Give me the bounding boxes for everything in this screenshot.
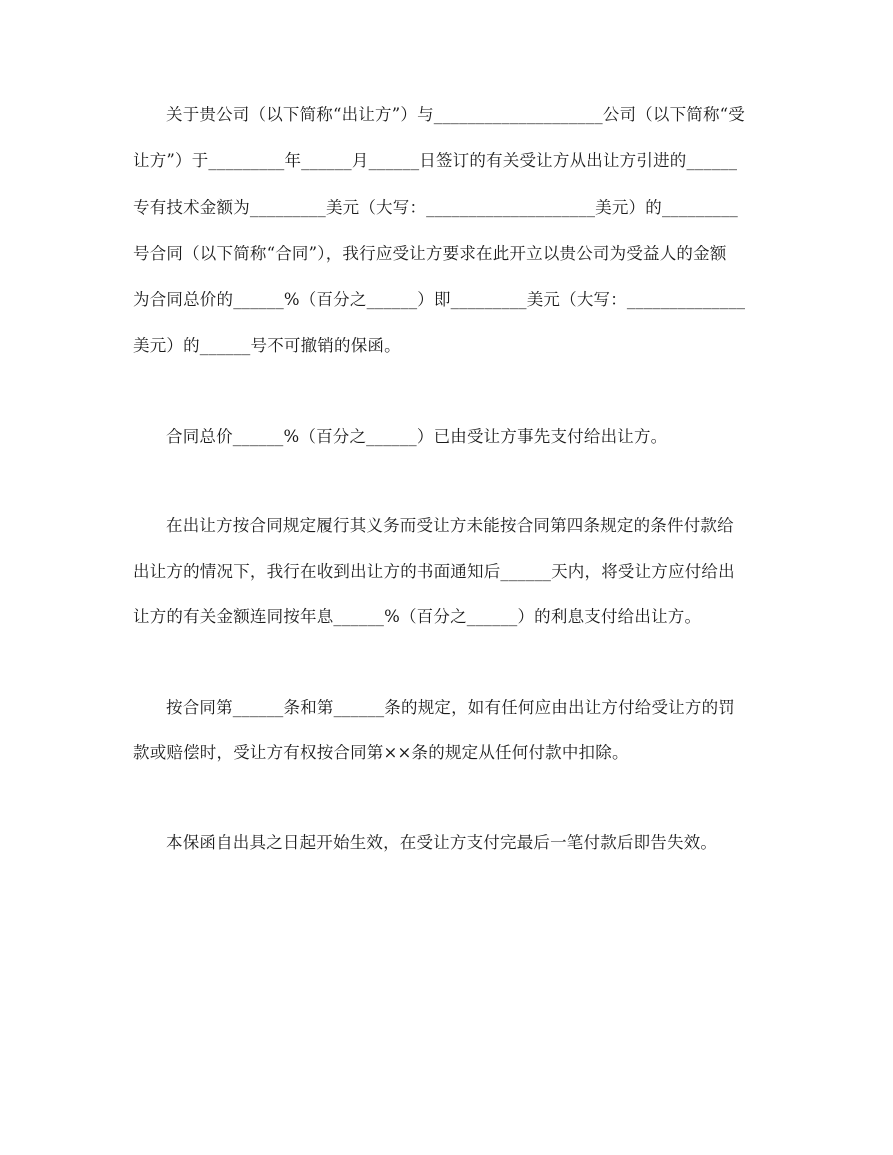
- text-line: 让方的有关金额连同按年息______%（百分之______）的利息支付给出让方。: [133, 607, 702, 626]
- text-line: 让方”）于_________年______月______日签订的有关受让方从出让方引进的______: [133, 151, 738, 170]
- text-line: 美元）的______号不可撤销的保函。: [133, 336, 401, 355]
- text-line: 专有技术金额为_________美元（大写：____________________美元）的_________: [133, 198, 738, 217]
- text-line: 出让方的情况下，我行在收到出让方的书面通知后______天内，将受让方应付给出: [133, 562, 735, 581]
- text-line: 本保函自出具之日起开始生效，在受让方支付完最后一笔付款后即告失效。: [166, 833, 718, 852]
- text-line: 号合同（以下简称“合同”），我行应受让方要求在此开立以贵公司为受益人的金额: [133, 244, 727, 263]
- text-line: 合同总价______%（百分之______）已由受让方事先支付给出让方。: [166, 427, 668, 446]
- text-line: 按合同第______条和第______条的规定，如有任何应由出让方付给受让方的罚: [166, 698, 735, 717]
- text-line: 关于贵公司（以下简称“出让方”）与____________________公司（以下简称“受: [166, 105, 746, 124]
- text-line: 在出让方按合同规定履行其义务而受让方未能按合同第四条规定的条件付款给: [166, 516, 734, 535]
- text-line: 款或赔偿时，受让方有权按合同第××条的规定从任何付款中扣除。: [133, 743, 629, 762]
- text-line: 为合同总价的______%（百分之______）即_________美元（大写：______________: [133, 290, 746, 309]
